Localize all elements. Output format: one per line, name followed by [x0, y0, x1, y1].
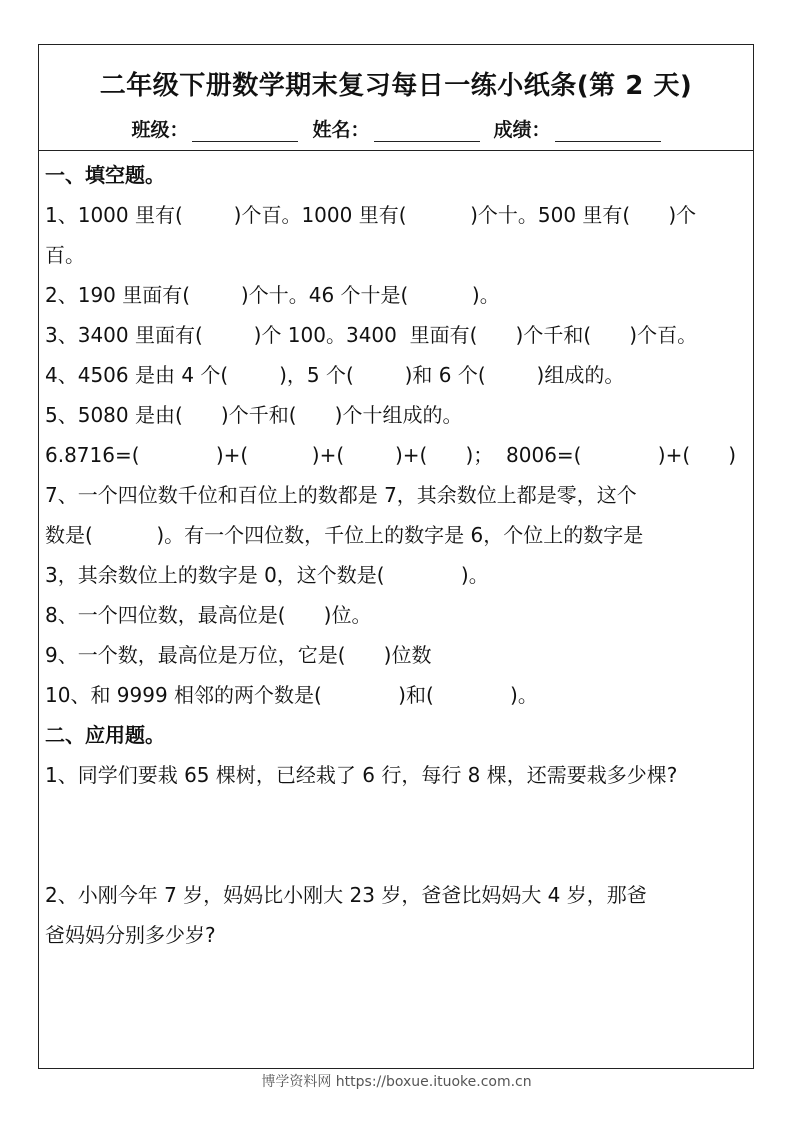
- footer-source: 博学资料网 https://boxue.ituoke.com.cn: [261, 1074, 532, 1090]
- student-info-fields: [39, 115, 753, 142]
- score-field: [494, 115, 661, 142]
- page-title: 二年级下册数学期末复习每日一练小纸条(第 2 天): [99, 71, 693, 101]
- question-10: 10、和 9999 相邻的两个数是( )和( )。: [45, 683, 538, 707]
- question-9: 9、一个数，最高位是万位，它是( )位数: [45, 643, 432, 667]
- name-blank[interactable]: [374, 121, 480, 142]
- question-6: 6.8716=( )+( )+( )+( )； 8006=( )+( ): [45, 443, 737, 467]
- class-label: 班级：: [131, 119, 189, 141]
- question-7-cont-1: 数是( )。有一个四位数，千位上的数字是 6，个位上的数字是: [45, 523, 644, 547]
- class-blank[interactable]: [192, 121, 298, 142]
- question-5: 5、5080 是由( )个千和( )个十组成的。: [45, 403, 463, 427]
- worksheet-header: [39, 45, 753, 151]
- question-7-cont-2: 3，其余数位上的数字是 0，这个数是( )。: [45, 563, 489, 587]
- class-field: [131, 115, 298, 142]
- question-1-cont: 百。: [45, 243, 85, 267]
- name-field: [312, 115, 479, 142]
- application-question-2: 2、小刚今年 7 岁，妈妈比小刚大 23 岁，爸爸比妈妈大 4 岁，那爸: [45, 883, 647, 907]
- question-3: 3、3400 里面有( )个 100。3400 里面有( )个千和( )个百。: [45, 323, 698, 347]
- question-4: 4、4506 是由 4 个( )，5 个( )和 6 个( )组成的。: [45, 363, 625, 387]
- section-heading-fill-blank: 一、填空题。: [45, 163, 165, 187]
- worksheet: [38, 44, 754, 1069]
- application-question-1: 1、同学们要栽 65 棵树，已经栽了 6 行，每行 8 棵，还需要栽多少棵?: [45, 763, 678, 787]
- question-7: 7、一个四位数千位和百位上的数都是 7，其余数位上都是零，这个: [45, 483, 637, 507]
- question-8: 8、一个四位数，最高位是( )位。: [45, 603, 372, 627]
- application-question-2-cont: 爸妈妈分别多少岁?: [45, 923, 216, 947]
- question-2: 2、190 里面有( )个十。46 个十是( )。: [45, 283, 500, 307]
- question-1: 1、1000 里有( )个百。1000 里有( )个十。500 里有( )个: [45, 203, 697, 227]
- score-label: 成绩：: [493, 119, 551, 141]
- score-blank[interactable]: [555, 121, 661, 142]
- name-label: 姓名：: [312, 119, 370, 141]
- section-heading-application: 二、应用题。: [45, 723, 165, 747]
